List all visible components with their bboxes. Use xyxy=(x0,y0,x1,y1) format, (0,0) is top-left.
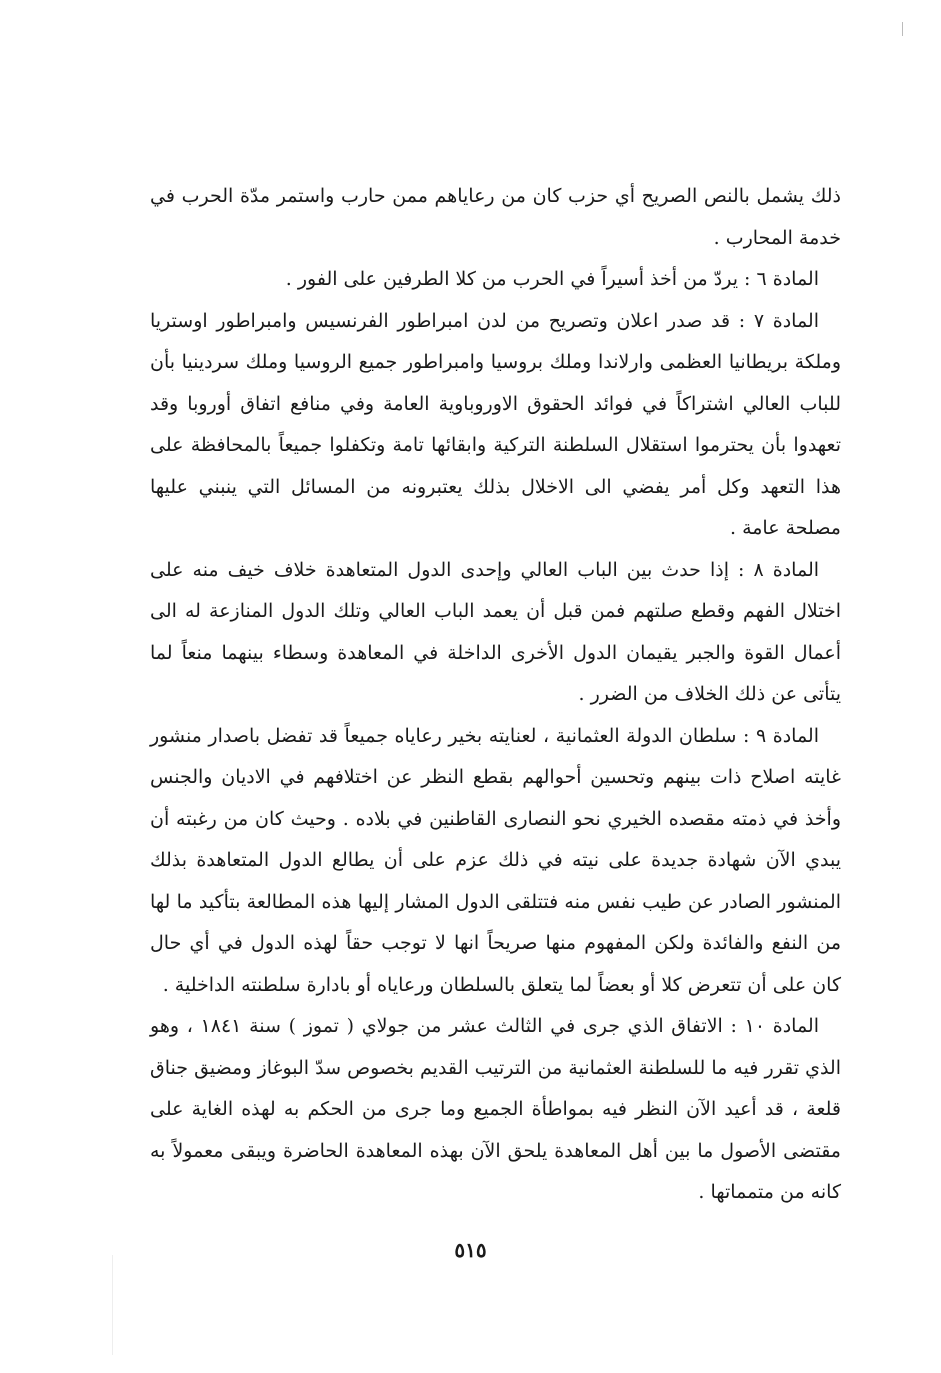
scan-mark xyxy=(902,22,903,36)
paragraph-article-9: المادة ٩ : سلطان الدولة العثمانية ، لعنايته بخير رعاياه جميعاً قد تفضل باصدار منشور غايته اصلاح ذات بينهم وتحسين أحوالهم بقطع النظر عن اختلافهم في الاديان والجنس وأخذ في ذمته مقصده الخيري نحو النصارى القاطنين في بلاده . وحيث كان من رغبته أن يبدي الآن شهادة جديدة على نيته في ذلك عزم على أن يطالع الدول المتعاهدة بذلك المنشور الصادر عن طيب نفس منه فتتلقى الدول المشار إليها هذه المطالعة بتأكيد ما لها من النفع والفائدة ولكن المفهوم منها صريحاً انها لا توجب حقاً لهذه الدول في أي حال كان على أن تتعرض كلا أو بعضاً لما يتعلق بالسلطان ورعاياه أو بادارة سلطنته الداخلية . xyxy=(150,724,841,996)
page-number: ٥١٥ xyxy=(454,1238,487,1262)
paragraph-article-7: المادة ٧ : قد صدر اعلان وتصريح من لدن امبراطور الفرنسيس وامبراطور اوستريا وملكة بريطانيا العظمى وارلاندا وملك بروسيا وامبراطور جميع الروسيا وملك سردينيا بأن للباب العالي اشتراكاً في فوائد الحقوق الاوروباوية العامة وفي منافع اتفاق أوروبا وقد تعهدوا بأن يحترموا استقلال السلطنة التركية وابقائها تامة وتكفلوا جميعاً بالمحافظة على هذا التعهد وكل أمر يفضي الى الاخلال بذلك يعتبرونه من المسائل التي ينبني عليها مصلحة عامة . xyxy=(150,309,841,539)
margin-line xyxy=(112,1255,113,1355)
paragraph-article-10: المادة ١٠ : الاتفاق الذي جرى في الثالث عشر من جولاي ( تموز ) سنة ١٨٤١ ، وهو الذي تقرر فيه ما للسلطنة العثمانية من الترتيب القديم بخصوص سدّ البوغاز ومضيق جناق قلعة ، قد أعيد الآن النظر فيه بمواطأة الجميع وما جرى من الحكم به لهذه الغاية على مقتضى الأصول ما بين أهل المعاهدة يلحق الآن بهذه المعاهدة الحاضرة ويبقى معمولاً به كانه من متمماتها . xyxy=(150,1015,841,1203)
paragraph-continuation: ذلك يشمل بالنص الصريح أي حزب كان من رعاياهم ممن حارب واستمر مدّة الحرب في خدمة المحارب . xyxy=(150,185,841,249)
paragraph-article-8: المادة ٨ : إذا حدث بين الباب العالي وإحدى الدول المتعاهدة خلاف خيف منه على اختلال الفهم وقطع صلتهم فمن قبل أن يعمد الباب العالي وتلك الدول المنازعة له الى أعمال القوة والجبر يقيمان الدول الأخرى الداخلة في المعاهدة وسطاء بينهما منعاً لما يتأتى عن ذلك الخلاف من الضرر . xyxy=(150,558,841,705)
paragraph-article-6: المادة ٦ : يردّ من أخذ أسيراً في الحرب من كلا الطرفين على الفور . xyxy=(285,268,819,290)
body-text xyxy=(150,176,841,1214)
